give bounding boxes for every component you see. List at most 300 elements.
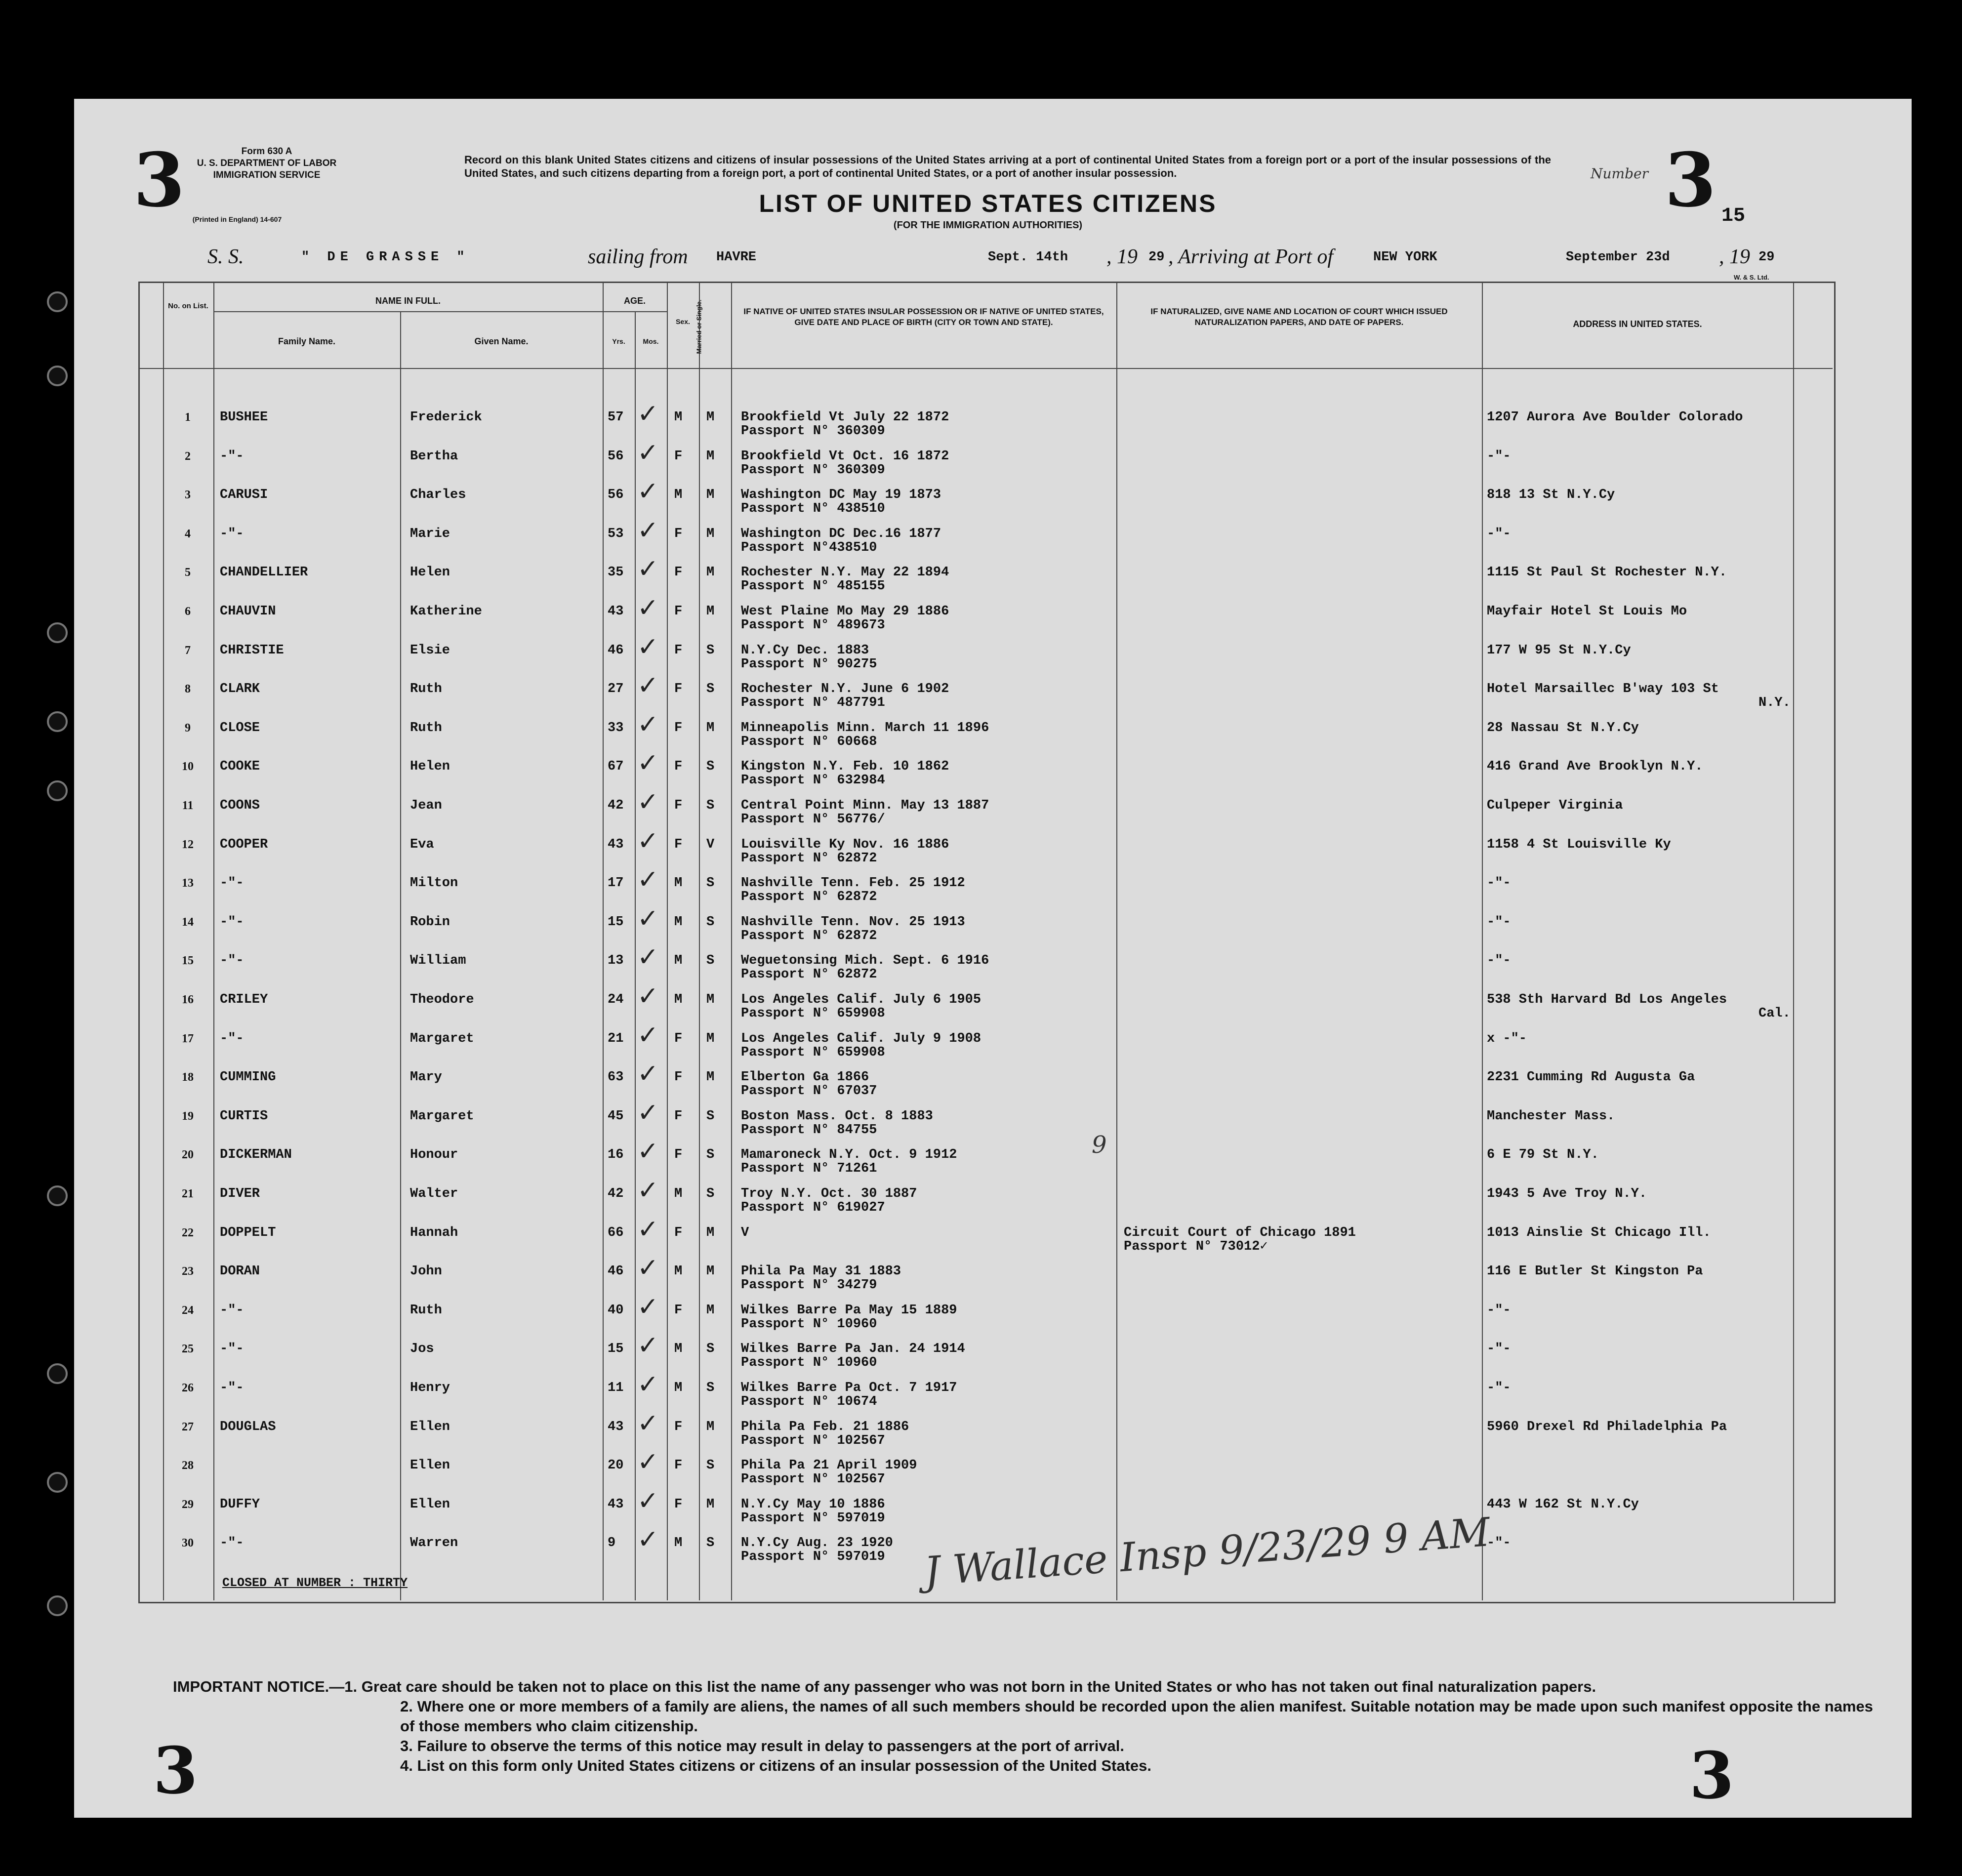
family-name: -"-: [220, 1381, 244, 1395]
inspection-check-mark: ✓: [637, 593, 659, 623]
address-continued: N.Y.: [1758, 695, 1791, 711]
passport-number: Passport N° 360309: [741, 424, 885, 439]
age-years: 43: [608, 1419, 624, 1434]
row-number: 29: [182, 1498, 194, 1511]
given-name: Warren: [410, 1536, 458, 1551]
age-years: 43: [608, 1497, 624, 1512]
birth-place-date: Minneapolis Minn. March 11 1896: [741, 720, 989, 735]
inspection-check-mark: ✓: [637, 865, 659, 895]
birth-place-date: Brookfield Vt July 22 1872: [741, 410, 949, 425]
birth-place-date: Troy N.Y. Oct. 30 1887: [741, 1186, 917, 1201]
footer-number-left: 3: [153, 1733, 198, 1808]
from-port: HAVRE: [716, 250, 757, 265]
passport-number: Passport N° 56776/: [741, 812, 885, 827]
header-mos: Mos.: [643, 337, 659, 345]
col-line: [699, 282, 700, 1600]
family-name: -"-: [220, 1031, 244, 1046]
address: 416 Grand Ave Brooklyn N.Y.: [1487, 759, 1703, 775]
marital-status: M: [706, 720, 715, 735]
col-line: [163, 282, 164, 1600]
inspection-check-mark: ✓: [637, 1408, 659, 1438]
header-name: NAME IN FULL.: [375, 296, 441, 306]
row-number: 28: [182, 1459, 194, 1472]
inspection-check-mark: ✓: [637, 709, 659, 739]
row-number: 21: [182, 1187, 194, 1200]
sex: M: [674, 953, 683, 969]
marital-status: M: [706, 449, 715, 464]
subheader-line: [213, 311, 667, 312]
row-number: 15: [182, 954, 194, 968]
family-name: CRILEY: [220, 992, 268, 1007]
family-name: CUMMING: [220, 1070, 276, 1085]
family-name: CHRISTIE: [220, 643, 284, 658]
inspection-check-mark: ✓: [637, 787, 659, 817]
birth-place-date: Nashville Tenn. Feb. 25 1912: [741, 876, 965, 891]
given-name: Jos: [410, 1342, 434, 1357]
sex: M: [674, 1186, 683, 1201]
passport-number: Passport N° 485155: [741, 579, 885, 594]
sex: F: [674, 643, 683, 658]
inspector-signature: J Wallace Insp 9/23/29 9 AM: [923, 1509, 1492, 1594]
ship-name: " DE GRASSE ": [301, 250, 470, 265]
given-name: Helen: [410, 759, 450, 775]
age-years: 33: [608, 720, 624, 735]
address: Culpeper Virginia: [1487, 798, 1623, 813]
age-years: 11: [608, 1381, 624, 1395]
marital-status: M: [706, 1264, 715, 1279]
marital-status: S: [706, 1186, 715, 1201]
given-name: William: [410, 953, 466, 969]
sex: F: [674, 1303, 683, 1318]
address: 116 E Butler St Kingston Pa: [1487, 1264, 1703, 1279]
family-name: -"-: [220, 449, 244, 464]
manifest-table: [138, 282, 1836, 1603]
naturalization-passport: Passport N° 73012✓: [1124, 1239, 1268, 1254]
binder-hole: [47, 291, 68, 312]
address: Mayfair Hotel St Louis Mo: [1487, 604, 1687, 619]
passport-number: Passport N° 67037: [741, 1084, 877, 1099]
age-years: 20: [608, 1458, 624, 1473]
family-name: -"-: [220, 914, 244, 930]
passport-number: Passport N° 102567: [741, 1472, 885, 1487]
given-name: Ruth: [410, 682, 442, 697]
passport-number: Passport N° 489673: [741, 618, 885, 633]
address: 1013 Ainslie St Chicago Ill.: [1487, 1225, 1711, 1240]
address-continued: Cal.: [1758, 1006, 1791, 1021]
family-name: DORAN: [220, 1264, 260, 1279]
family-name: COOPER: [220, 837, 268, 852]
inspection-check-mark: ✓: [637, 1370, 659, 1399]
department: U. S. DEPARTMENT OF LABOR: [197, 158, 337, 168]
marital-status: M: [706, 604, 715, 619]
passport-number: Passport N° 102567: [741, 1433, 885, 1448]
address: 177 W 95 St N.Y.Cy: [1487, 643, 1631, 658]
col-line: [635, 311, 636, 1600]
age-years: 24: [608, 992, 624, 1007]
ss-label: S. S.: [207, 245, 244, 268]
marital-status: M: [706, 526, 715, 541]
col-line: [400, 311, 401, 1600]
age-years: 13: [608, 953, 624, 969]
given-name: Eva: [410, 837, 434, 852]
birth-place-date: Weguetonsing Mich. Sept. 6 1916: [741, 953, 989, 969]
row-number: 7: [185, 644, 191, 657]
family-name: CHAUVIN: [220, 604, 276, 619]
given-name: Katherine: [410, 604, 482, 619]
age-years: 21: [608, 1031, 624, 1046]
inspection-check-mark: ✓: [637, 671, 659, 701]
sex: F: [674, 1419, 683, 1434]
header-naturalized: IF NATURALIZED, GIVE NAME AND LOCATION OF COURT WHICH ISSUED NATURALIZATION PAPERS, AND DATE OF PAPERS.: [1150, 307, 1448, 327]
sex: F: [674, 798, 683, 813]
marital-status: S: [706, 1147, 715, 1163]
given-name: Ruth: [410, 720, 442, 735]
birth-place-date: Louisville Ky Nov. 16 1886: [741, 837, 949, 852]
age-years: 35: [608, 565, 624, 580]
header-address: ADDRESS IN UNITED STATES.: [1573, 319, 1702, 329]
row-number: 17: [182, 1032, 194, 1045]
given-name: Margaret: [410, 1031, 474, 1046]
given-name: Ellen: [410, 1458, 450, 1473]
birth-place-date: Nashville Tenn. Nov. 25 1913: [741, 914, 965, 930]
header-married: Married or Single.: [695, 299, 703, 354]
age-years: 15: [608, 914, 624, 930]
marital-status: M: [706, 1303, 715, 1318]
passport-number: Passport N°438510: [741, 540, 877, 555]
birth-place-date: Brookfield Vt Oct. 16 1872: [741, 449, 949, 464]
col-line: [1116, 282, 1117, 1600]
year2: 29: [1758, 250, 1775, 265]
sex: F: [674, 682, 683, 697]
address: -"-: [1487, 876, 1511, 891]
binder-hole: [47, 1595, 68, 1616]
notice-item-4: 4. List on this form only United States citizens or citizens of an insular possession of the United States.: [400, 1757, 1151, 1774]
given-name: Mary: [410, 1070, 442, 1085]
birth-place-date: Phila Pa May 31 1883: [741, 1264, 901, 1279]
header-no: No. on List.: [168, 302, 208, 310]
printed-note: (Printed in England) 14-607: [192, 215, 282, 223]
birth-place-date: Elberton Ga 1866: [741, 1070, 869, 1085]
inspection-check-mark: ✓: [637, 554, 659, 584]
passport-number: Passport N° 597019: [741, 1550, 885, 1565]
header-family: Family Name.: [278, 336, 336, 346]
row-number: 13: [182, 877, 194, 890]
passport-number: Passport N° 62872: [741, 967, 877, 982]
sex: M: [674, 1342, 683, 1357]
address: 1943 5 Ave Troy N.Y.: [1487, 1186, 1647, 1201]
marital-status: M: [706, 410, 715, 425]
age-years: 43: [608, 604, 624, 619]
inspection-check-mark: ✓: [637, 1292, 659, 1322]
row-number: 2: [185, 449, 191, 463]
notice-heading: IMPORTANT NOTICE.: [173, 1678, 329, 1695]
passport-number: Passport N° 659908: [741, 1006, 885, 1021]
given-name: Hannah: [410, 1225, 458, 1240]
marital-status: S: [706, 953, 715, 969]
marital-status: M: [706, 1497, 715, 1512]
passport-number: Passport N° 360309: [741, 462, 885, 478]
marital-status: S: [706, 876, 715, 891]
list-number: 3: [1665, 137, 1717, 224]
birth-place-date: Wilkes Barre Pa Jan. 24 1914: [741, 1342, 965, 1357]
row-number: 8: [185, 683, 191, 696]
sex: M: [674, 1381, 683, 1395]
important-notice: [173, 1677, 1877, 1776]
age-years: 67: [608, 759, 624, 775]
col-line: [731, 282, 732, 1600]
header-age: AGE.: [623, 296, 646, 306]
family-name: COONS: [220, 798, 260, 813]
age-years: 66: [608, 1225, 624, 1240]
header-sex: Sex.: [676, 318, 690, 326]
instructions: Record on this blank United States citizens and citizens of insular possessions of the United States arriving at a port of continental United States from a foreign port or a port of the insular possessions of the United States, and such citizens departing from a foreign port, a port of continental United States, or a port of another insular possession.: [464, 154, 1551, 179]
sex: M: [674, 992, 683, 1007]
passport-number: Passport N° 62872: [741, 851, 877, 866]
family-name: -"-: [220, 876, 244, 891]
given-name: Milton: [410, 876, 458, 891]
row-number: 22: [182, 1226, 194, 1239]
page-number: 15: [1721, 205, 1746, 227]
row-number: 12: [182, 838, 194, 851]
given-name: Honour: [410, 1147, 458, 1163]
inspection-check-mark: ✓: [637, 1059, 659, 1089]
sex: M: [674, 488, 683, 503]
inspection-check-mark: ✓: [637, 1331, 659, 1361]
binder-hole: [47, 1472, 68, 1493]
printer-mark: W. & S. Ltd.: [1734, 274, 1769, 281]
row-number: 26: [182, 1382, 194, 1394]
inspection-check-mark: ✓: [637, 1137, 659, 1167]
age-years: 45: [608, 1108, 624, 1124]
manifest-page: [74, 99, 1912, 1818]
inspection-check-mark: ✓: [637, 1525, 659, 1555]
age-years: 15: [608, 1342, 624, 1357]
inspection-check-mark: ✓: [637, 1447, 659, 1477]
birth-place-date: Rochester N.Y. May 22 1894: [741, 565, 949, 580]
birth-place-date: Boston Mass. Oct. 8 1883: [741, 1108, 933, 1124]
sex: M: [674, 876, 683, 891]
row-number: 23: [182, 1265, 194, 1278]
marital-status: M: [706, 992, 715, 1007]
age-years: 56: [608, 488, 624, 503]
binder-hole: [47, 1185, 68, 1206]
age-years: 63: [608, 1070, 624, 1085]
sex: F: [674, 1497, 683, 1512]
col-line: [1482, 282, 1483, 1600]
passport-number: Passport N° 438510: [741, 501, 885, 517]
sex: F: [674, 1108, 683, 1124]
birth-place-date: West Plaine Mo May 29 1886: [741, 604, 949, 619]
family-name: DOPPELT: [220, 1225, 276, 1240]
inspection-check-mark: ✓: [637, 1214, 659, 1244]
family-name: -"-: [220, 953, 244, 969]
sex: F: [674, 837, 683, 852]
binder-hole: [47, 622, 68, 643]
family-name: -"-: [220, 1342, 244, 1357]
passport-number: Passport N° 597019: [741, 1510, 885, 1526]
given-name: Theodore: [410, 992, 474, 1007]
family-name: CLARK: [220, 682, 260, 697]
number-label: Number: [1591, 165, 1648, 182]
birth-place-date: Los Angeles Calif. July 9 1908: [741, 1031, 981, 1046]
birth-place-date: Central Point Minn. May 13 1887: [741, 798, 989, 813]
age-years: 53: [608, 526, 624, 541]
address: 28 Nassau St N.Y.Cy: [1487, 720, 1639, 735]
given-name: John: [410, 1264, 442, 1279]
marital-status: S: [706, 1536, 715, 1551]
given-name: Elsie: [410, 643, 450, 658]
family-name: -"-: [220, 1536, 244, 1551]
birth-place-date: Rochester N.Y. June 6 1902: [741, 682, 949, 697]
family-name: -"-: [220, 1303, 244, 1318]
address: 6 E 79 St N.Y.: [1487, 1147, 1599, 1163]
sex: F: [674, 720, 683, 735]
marital-status: S: [706, 1381, 715, 1395]
address: 1207 Aurora Ave Boulder Colorado: [1487, 410, 1743, 425]
sex: F: [674, 1458, 683, 1473]
given-name: Jean: [410, 798, 442, 813]
age-years: 40: [608, 1303, 624, 1318]
col-line: [1793, 282, 1794, 1600]
row-number: 11: [182, 799, 194, 812]
address: -"-: [1487, 1303, 1511, 1318]
family-name: DUFFY: [220, 1497, 260, 1512]
year1-prefix: , 19: [1106, 245, 1138, 268]
address: 5960 Drexel Rd Philadelphia Pa: [1487, 1419, 1727, 1434]
birth-place-date: N.Y.Cy Aug. 23 1920: [741, 1536, 893, 1551]
address: 443 W 162 St N.Y.Cy: [1487, 1497, 1639, 1512]
row-number: 10: [182, 760, 194, 774]
notice-item-1: IMPORTANT NOTICE.—1. Great care should be taken not to place on this list the name of any passenger who was not born in the United States or who has not taken out final naturalization papers.: [173, 1678, 1596, 1695]
birth-place-date: V: [741, 1225, 749, 1240]
row-number: 4: [185, 527, 191, 540]
marital-status: S: [706, 914, 715, 930]
birth-place-date: Phila Pa 21 April 1909: [741, 1458, 917, 1473]
given-name: Margaret: [410, 1108, 474, 1124]
sex: F: [674, 604, 683, 619]
passport-number: Passport N° 632984: [741, 773, 885, 788]
address: -"-: [1487, 1342, 1511, 1357]
inspection-check-mark: ✓: [637, 515, 659, 545]
header-yrs: Yrs.: [612, 337, 625, 345]
page-subtitle: (FOR THE IMMIGRATION AUTHORITIES): [893, 220, 1083, 231]
inspection-check-mark: ✓: [637, 1020, 659, 1050]
row-number: 19: [182, 1109, 194, 1123]
age-years: 57: [608, 410, 624, 425]
birth-place-date: Mamaroneck N.Y. Oct. 9 1912: [741, 1147, 957, 1163]
age-years: 46: [608, 643, 624, 658]
inspection-check-mark: ✓: [637, 477, 659, 507]
passport-number: Passport N° 10960: [741, 1355, 877, 1371]
passport-number: Passport N° 487791: [741, 695, 885, 711]
address: 1115 St Paul St Rochester N.Y.: [1487, 565, 1727, 580]
sex: F: [674, 1225, 683, 1240]
address: 538 Sth Harvard Bd Los Angeles: [1487, 992, 1727, 1007]
address: -"-: [1487, 953, 1511, 969]
family-name: BUSHEE: [220, 410, 268, 425]
year1: 29: [1148, 250, 1165, 265]
given-name: Robin: [410, 914, 450, 930]
closed-line: CLOSED AT NUMBER : THIRTY: [222, 1576, 408, 1590]
row-number: 25: [182, 1343, 194, 1356]
family-name: COOKE: [220, 759, 260, 775]
inspection-check-mark: ✓: [637, 1486, 659, 1516]
row-number: 18: [182, 1071, 194, 1084]
address: 1158 4 St Louisville Ky: [1487, 837, 1671, 852]
birth-place-date: Wilkes Barre Pa May 15 1889: [741, 1303, 957, 1318]
given-name: Ellen: [410, 1419, 450, 1434]
passport-number: Passport N° 10960: [741, 1316, 877, 1332]
given-name: Ellen: [410, 1497, 450, 1512]
row-number: 24: [182, 1304, 194, 1317]
family-name: CLOSE: [220, 720, 260, 735]
form-id-block: [188, 146, 346, 181]
birth-place-date: N.Y.Cy May 10 1886: [741, 1497, 885, 1512]
marital-status: S: [706, 759, 715, 775]
passport-number: Passport N° 10674: [741, 1394, 877, 1409]
family-name: CURTIS: [220, 1108, 268, 1124]
row-number: 3: [185, 489, 191, 502]
col-line: [667, 282, 668, 1600]
year2-prefix: , 19: [1719, 245, 1750, 268]
family-name: CHANDELLIER: [220, 565, 308, 580]
age-years: 42: [608, 798, 624, 813]
given-name: Helen: [410, 565, 450, 580]
binder-hole: [47, 366, 68, 386]
address: -"-: [1487, 914, 1511, 930]
family-name: DOUGLAS: [220, 1419, 276, 1434]
marital-status: M: [706, 1031, 715, 1046]
col-line: [213, 282, 214, 1600]
marital-status: S: [706, 1342, 715, 1357]
address: 818 13 St N.Y.Cy: [1487, 488, 1615, 503]
header-divider: [138, 368, 1833, 369]
age-years: 9: [608, 1536, 616, 1551]
passport-number: Passport N° 84755: [741, 1122, 877, 1138]
arrival-date: September 23d: [1566, 250, 1670, 265]
form-id: Form 630 A: [241, 146, 292, 157]
birth-place-date: N.Y.Cy Dec. 1883: [741, 643, 869, 658]
family-name: DIVER: [220, 1186, 260, 1201]
sail-date: Sept. 14th: [988, 250, 1068, 265]
sex: F: [674, 1147, 683, 1163]
naturalization-court: Circuit Court of Chicago 1891: [1124, 1225, 1356, 1240]
header-native: IF NATIVE OF UNITED STATES INSULAR POSSESSION OR IF NATIVE OF UNITED STATES, GIVE DATE AND PLACE OF BIRTH (CITY OR TOWN AND STATE).: [743, 307, 1104, 327]
inspection-check-mark: ✓: [637, 399, 659, 429]
address: Manchester Mass.: [1487, 1108, 1615, 1124]
sex: F: [674, 1031, 683, 1046]
marital-status: S: [706, 1108, 715, 1124]
row-number: 6: [185, 605, 191, 618]
address: -"-: [1487, 1381, 1511, 1395]
age-years: 16: [608, 1147, 624, 1163]
passport-number: Passport N° 62872: [741, 928, 877, 943]
given-name: Charles: [410, 488, 466, 503]
arriving-label: , Arriving at Port of: [1168, 245, 1334, 268]
passport-number: Passport N° 619027: [741, 1200, 885, 1215]
birth-place-date: Wilkes Barre Pa Oct. 7 1917: [741, 1381, 957, 1395]
given-name: Bertha: [410, 449, 458, 464]
address: 2231 Cumming Rd Augusta Ga: [1487, 1070, 1695, 1085]
family-name: DICKERMAN: [220, 1147, 292, 1163]
passport-number: Passport N° 90275: [741, 656, 877, 672]
inspection-check-mark: ✓: [637, 903, 659, 934]
marital-status: S: [706, 682, 715, 697]
age-years: 17: [608, 876, 624, 891]
row-number: 20: [182, 1148, 194, 1162]
age-years: 43: [608, 837, 624, 852]
sex: F: [674, 565, 683, 580]
